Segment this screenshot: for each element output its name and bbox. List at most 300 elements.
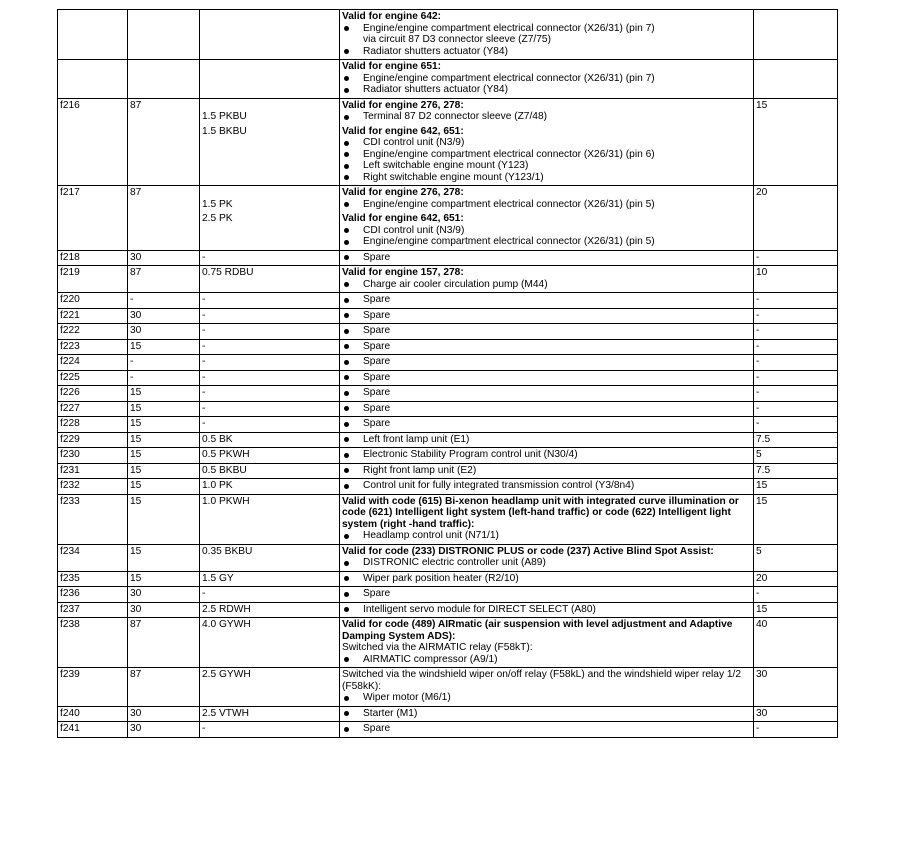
fuse-number-cell: f218	[58, 250, 128, 266]
fuse-rating-cell: 20	[754, 571, 838, 587]
table-row	[58, 479, 838, 495]
table-row	[58, 60, 838, 99]
fuse-number-cell: f226	[58, 386, 128, 402]
consumer-item: Engine/engine compartment electrical connector (X26/31) (pin 7)	[342, 73, 751, 85]
wire-size-color: 2.5 GYWH	[202, 669, 251, 680]
validity-group	[342, 356, 751, 368]
wire-cell	[200, 339, 340, 355]
wire-cell	[200, 250, 340, 266]
wire-cell	[200, 386, 340, 402]
consumer-list	[342, 23, 751, 58]
wire-size-color: -	[202, 371, 206, 383]
validity-group	[342, 387, 751, 399]
terminal-cell: 87	[128, 668, 200, 707]
consumer-description-cell	[340, 432, 754, 448]
consumer-list	[342, 341, 751, 353]
terminal-cell: 30	[128, 587, 200, 603]
terminal-cell: 15	[128, 463, 200, 479]
validity-heading: Valid for engine 642, 651:	[342, 125, 464, 137]
wire-cell	[200, 618, 340, 668]
fuse-rating-cell: -	[754, 339, 838, 355]
consumer-description-cell	[340, 544, 754, 571]
consumer-list	[342, 465, 751, 477]
switching-note: Switched via the AIRMATIC relay (F58kT):	[342, 642, 533, 653]
table-row	[58, 355, 838, 371]
wire-size-color: -	[202, 418, 206, 429]
wire-size-color: 0.75 RDBU	[202, 267, 254, 278]
consumer-item: DISTRONIC electric controller unit (A89)	[342, 557, 751, 569]
terminal-cell: -	[128, 355, 200, 371]
validity-group	[342, 310, 751, 322]
consumer-description-cell	[340, 250, 754, 266]
fuse-rating-cell: -	[754, 587, 838, 603]
consumer-item: Spare	[342, 403, 751, 415]
consumer-list	[342, 654, 751, 666]
validity-group	[342, 708, 751, 720]
consumer-list	[342, 530, 751, 542]
consumer-list	[342, 225, 751, 248]
table-row	[58, 98, 838, 186]
terminal-cell: 30	[128, 706, 200, 722]
validity-heading: Valid for engine 276, 278:	[342, 99, 464, 111]
wire-size-color: 2.5 VTWH	[202, 707, 249, 719]
fuse-rating-cell: 15	[754, 479, 838, 495]
terminal-cell: 87	[128, 266, 200, 293]
wire-cell	[200, 10, 340, 60]
fuse-number-cell: f220	[58, 293, 128, 309]
fuse-number-cell: f222	[58, 324, 128, 340]
terminal-cell: 87	[128, 618, 200, 668]
wire-size-color: 1.5 GY	[202, 572, 234, 584]
consumer-list	[342, 588, 751, 600]
consumer-item: Spare	[342, 723, 751, 735]
table-row	[58, 339, 838, 355]
wire-cell	[200, 308, 340, 324]
fuse-number-cell: f237	[58, 602, 128, 618]
fuse-rating-cell: -	[754, 250, 838, 266]
consumer-item: Wiper motor (M6/1)	[342, 692, 751, 704]
consumer-description-cell	[340, 494, 754, 544]
consumer-list	[342, 252, 751, 264]
validity-group	[342, 434, 751, 446]
consumer-list	[342, 403, 751, 415]
wire-cell	[200, 463, 340, 479]
terminal-cell: 15	[128, 448, 200, 464]
wire-cell	[200, 602, 340, 618]
table-row	[58, 587, 838, 603]
wire-size-color: 4.0 GYWH	[202, 619, 251, 630]
fuse-rating-cell: -	[754, 355, 838, 371]
wire-cell	[200, 98, 340, 186]
consumer-description-cell	[340, 186, 754, 251]
consumer-item: Engine/engine compartment electrical connector (X26/31) (pin 5)	[342, 236, 751, 248]
consumer-item: Radiator shutters actuator (Y84)	[342, 46, 751, 58]
consumer-list	[342, 480, 751, 492]
consumer-item: Spare	[342, 310, 751, 322]
validity-heading: Valid for engine 276, 278:	[342, 187, 464, 198]
fuse-rating-cell: 5	[754, 448, 838, 464]
fuse-rating-cell: 10	[754, 266, 838, 293]
fuse-rating-cell: -	[754, 722, 838, 738]
validity-group	[342, 372, 751, 384]
table-row	[58, 432, 838, 448]
consumer-description-cell	[340, 587, 754, 603]
fuse-number-cell: f235	[58, 571, 128, 587]
wire-cell	[200, 60, 340, 99]
validity-group	[342, 252, 751, 264]
consumer-list	[342, 73, 751, 96]
table-row	[58, 417, 838, 433]
consumer-item: Radiator shutters actuator (Y84)	[342, 84, 751, 96]
fuse-number-cell: f229	[58, 432, 128, 448]
consumer-item: Electronic Stability Program control unit (N30/4)	[342, 449, 751, 461]
consumer-list	[342, 294, 751, 306]
fuse-rating-cell: 30	[754, 668, 838, 707]
fuse-rating-cell: 7.5	[754, 463, 838, 479]
consumer-description-cell	[340, 401, 754, 417]
table-row	[58, 602, 838, 618]
fuse-number-cell: f224	[58, 355, 128, 371]
terminal-cell: 15	[128, 494, 200, 544]
validity-group	[342, 213, 751, 248]
wire-size-color: -	[202, 309, 206, 321]
consumer-item: Intelligent servo module for DIRECT SELECT (A80)	[342, 604, 751, 616]
consumer-description-cell	[340, 10, 754, 60]
terminal-cell: 30	[128, 602, 200, 618]
validity-group	[342, 496, 751, 542]
table-row	[58, 706, 838, 722]
consumer-item: Spare	[342, 341, 751, 353]
consumer-item: Starter (M1)	[342, 708, 751, 720]
terminal-cell: 87	[128, 98, 200, 186]
terminal-cell: 15	[128, 479, 200, 495]
validity-group	[342, 418, 751, 430]
fuse-rating-cell: -	[754, 308, 838, 324]
table-row	[58, 401, 838, 417]
fuse-number-cell: f221	[58, 308, 128, 324]
consumer-item: Spare	[342, 588, 751, 600]
wire-size-color: 2.5 RDWH	[202, 603, 251, 615]
wire-cell	[200, 668, 340, 707]
consumer-item: CDI control unit (N3/9)	[342, 137, 751, 149]
consumer-item: Charge air cooler circulation pump (M44)	[342, 279, 751, 291]
terminal-cell: 15	[128, 417, 200, 433]
fuse-number-cell: f239	[58, 668, 128, 707]
table-row	[58, 186, 838, 251]
wire-cell	[200, 722, 340, 738]
table-row	[58, 463, 838, 479]
consumer-item: Headlamp control unit (N71/1)	[342, 530, 751, 542]
switching-note: Switched via the windshield wiper on/off relay (F58kL) and the windshield wiper relay 1/2 (F58kK):	[342, 669, 742, 692]
consumer-item: Left switchable engine mount (Y123)	[342, 160, 751, 172]
validity-group	[342, 100, 751, 123]
validity-group	[342, 480, 751, 492]
consumer-list	[342, 708, 751, 720]
fuse-number-cell: f238	[58, 618, 128, 668]
consumer-list	[342, 111, 751, 123]
validity-group	[342, 267, 751, 290]
terminal-cell	[128, 60, 200, 99]
consumer-list	[342, 137, 751, 183]
wire-size-color: -	[202, 325, 206, 336]
terminal-cell: 15	[128, 339, 200, 355]
consumer-list	[342, 310, 751, 322]
consumer-item: Terminal 87 D2 connector sleeve (Z7/48)	[342, 111, 751, 123]
fuse-rating-cell: -	[754, 293, 838, 309]
validity-heading: Valid with code (615) Bi-xenon headlamp unit with integrated curve illumination or code (621) Intelligent light system (left-hand traffic) or code (622) Intelligent light system (right -hand traffic):	[342, 495, 739, 530]
validity-heading: Valid for code (489) AIRmatic (air suspension with level adjustment and Adaptive Damping System ADS):	[342, 619, 733, 642]
consumer-list	[342, 723, 751, 735]
terminal-cell: 30	[128, 722, 200, 738]
terminal-cell: -	[128, 293, 200, 309]
consumer-list	[342, 199, 751, 211]
validity-heading: Valid for engine 157, 278:	[342, 267, 464, 278]
wire-cell	[200, 370, 340, 386]
wire-cell	[200, 324, 340, 340]
table-row	[58, 494, 838, 544]
wire-cell	[200, 544, 340, 571]
wire-size-color: 0.5 BK	[202, 433, 233, 445]
fuse-allocation-sheet	[57, 9, 838, 738]
wire-cell	[200, 355, 340, 371]
validity-group	[342, 341, 751, 353]
consumer-item: CDI control unit (N3/9)	[342, 225, 751, 237]
consumer-description-cell	[340, 324, 754, 340]
wire-cell	[200, 479, 340, 495]
validity-group	[342, 325, 751, 337]
fuse-rating-cell: 20	[754, 186, 838, 251]
validity-group	[342, 126, 751, 184]
table-row	[58, 544, 838, 571]
consumer-description-cell	[340, 386, 754, 402]
wire-size-color	[202, 100, 337, 112]
table-row	[58, 293, 838, 309]
wire-size-color	[202, 187, 337, 199]
consumer-list	[342, 372, 751, 384]
wire-cell	[200, 494, 340, 544]
wire-cell	[200, 266, 340, 293]
fuse-rating-cell: 15	[754, 494, 838, 544]
table-row	[58, 266, 838, 293]
wire-cell	[200, 571, 340, 587]
consumer-description-cell	[340, 266, 754, 293]
consumer-list	[342, 434, 751, 446]
consumer-item: Right switchable engine mount (Y123/1)	[342, 172, 751, 184]
table-row	[58, 448, 838, 464]
table-row	[58, 571, 838, 587]
fuse-rating-cell: 5	[754, 544, 838, 571]
fuse-rating-cell: 40	[754, 618, 838, 668]
wire-size-color: -	[202, 356, 206, 367]
fuse-rating-cell: -	[754, 417, 838, 433]
validity-group	[342, 449, 751, 461]
consumer-item: Engine/engine compartment electrical connector (X26/31) (pin 7) via circuit 87 D3 connector sleeve (Z7/75)	[342, 23, 751, 46]
wire-size-color: -	[202, 588, 206, 599]
consumer-description-cell	[340, 293, 754, 309]
wire-size-color: -	[202, 294, 206, 305]
validity-group	[342, 187, 751, 210]
wire-size-color: -	[202, 340, 206, 352]
wire-cell	[200, 448, 340, 464]
wire-size-color: 1.0 PKWH	[202, 495, 250, 507]
validity-group	[342, 588, 751, 600]
consumer-list	[342, 449, 751, 461]
consumer-description-cell	[340, 417, 754, 433]
validity-group	[342, 573, 751, 585]
wire-cell	[200, 432, 340, 448]
terminal-cell: 30	[128, 250, 200, 266]
consumer-description-cell	[340, 98, 754, 186]
validity-heading: Valid for engine 651:	[342, 61, 442, 72]
fuse-number-cell	[58, 10, 128, 60]
validity-heading: Valid for code (233) DISTRONIC PLUS or code (237) Active Blind Spot Assist:	[342, 545, 714, 557]
terminal-cell	[128, 10, 200, 60]
consumer-list	[342, 692, 751, 704]
table-row	[58, 618, 838, 668]
fuse-number-cell	[58, 60, 128, 99]
wire-size-color: 0.5 PKWH	[202, 449, 250, 460]
wire-size-color: 2.5 PK	[202, 213, 233, 224]
terminal-cell: 15	[128, 544, 200, 571]
consumer-description-cell	[340, 602, 754, 618]
consumer-item: Spare	[342, 372, 751, 384]
wire-cell	[200, 186, 340, 251]
fuse-rating-cell: 15	[754, 602, 838, 618]
consumer-item: Spare	[342, 325, 751, 337]
wire-size-color: -	[202, 402, 206, 414]
consumer-list	[342, 573, 751, 585]
validity-heading: Valid for engine 642, 651:	[342, 213, 464, 224]
consumer-item: AIRMATIC compressor (A9/1)	[342, 654, 751, 666]
consumer-list	[342, 356, 751, 368]
terminal-cell: -	[128, 370, 200, 386]
terminal-cell: 15	[128, 432, 200, 448]
consumer-list	[342, 557, 751, 569]
terminal-cell: 15	[128, 401, 200, 417]
fuse-rating-cell: 7.5	[754, 432, 838, 448]
consumer-item: Left front lamp unit (E1)	[342, 434, 751, 446]
fuse-number-cell: f236	[58, 587, 128, 603]
wire-size-color: -	[202, 387, 206, 398]
terminal-cell: 30	[128, 308, 200, 324]
validity-group	[342, 604, 751, 616]
consumer-description-cell	[340, 60, 754, 99]
table-row	[58, 250, 838, 266]
fuse-number-cell: f223	[58, 339, 128, 355]
fuse-allocation-table	[57, 9, 838, 738]
fuse-number-cell: f217	[58, 186, 128, 251]
consumer-item: Spare	[342, 252, 751, 264]
fuse-number-cell: f232	[58, 479, 128, 495]
wire-cell	[200, 706, 340, 722]
table-row	[58, 722, 838, 738]
consumer-description-cell	[340, 308, 754, 324]
fuse-number-cell: f241	[58, 722, 128, 738]
fuse-table-body	[58, 10, 838, 738]
validity-group	[342, 11, 751, 57]
consumer-list	[342, 387, 751, 399]
consumer-item: Spare	[342, 294, 751, 306]
wire-size-color: -	[202, 723, 206, 734]
validity-group	[342, 669, 751, 704]
wire-size-color: -	[202, 251, 206, 263]
fuse-rating-cell: -	[754, 401, 838, 417]
wire-size-color: 0.35 BKBU	[202, 545, 253, 557]
table-row	[58, 386, 838, 402]
consumer-description-cell	[340, 706, 754, 722]
table-row	[58, 668, 838, 707]
wire-cell	[200, 401, 340, 417]
consumer-description-cell	[340, 355, 754, 371]
validity-group	[342, 546, 751, 569]
consumer-item: Spare	[342, 356, 751, 368]
table-row	[58, 370, 838, 386]
wire-size-color: 1.0 PK	[202, 480, 233, 491]
consumer-item: Right front lamp unit (E2)	[342, 465, 751, 477]
table-row	[58, 324, 838, 340]
consumer-item: Engine/engine compartment electrical connector (X26/31) (pin 5)	[342, 199, 751, 211]
consumer-description-cell	[340, 722, 754, 738]
fuse-number-cell: f233	[58, 494, 128, 544]
consumer-description-cell	[340, 618, 754, 668]
fuse-number-cell: f234	[58, 544, 128, 571]
terminal-cell: 87	[128, 186, 200, 251]
wire-cell	[200, 293, 340, 309]
consumer-description-cell	[340, 370, 754, 386]
validity-group	[342, 61, 751, 96]
consumer-description-cell	[340, 448, 754, 464]
wire-cell	[200, 417, 340, 433]
wire-size-color: 1.5 PKBU	[202, 111, 247, 122]
consumer-description-cell	[340, 571, 754, 587]
validity-group	[342, 465, 751, 477]
fuse-number-cell: f219	[58, 266, 128, 293]
fuse-number-cell: f231	[58, 463, 128, 479]
fuse-rating-cell: 30	[754, 706, 838, 722]
fuse-number-cell: f227	[58, 401, 128, 417]
consumer-list	[342, 325, 751, 337]
consumer-item: Engine/engine compartment electrical connector (X26/31) (pin 6)	[342, 149, 751, 161]
consumer-item: Wiper park position heater (R2/10)	[342, 573, 751, 585]
validity-group	[342, 294, 751, 306]
fuse-rating-cell	[754, 10, 838, 60]
consumer-item: Spare	[342, 418, 751, 430]
table-row	[58, 10, 838, 60]
fuse-rating-cell	[754, 60, 838, 99]
consumer-list	[342, 418, 751, 430]
validity-group	[342, 403, 751, 415]
validity-group	[342, 723, 751, 735]
validity-group	[342, 619, 751, 665]
fuse-number-cell: f230	[58, 448, 128, 464]
fuse-number-cell: f225	[58, 370, 128, 386]
fuse-rating-cell: 15	[754, 98, 838, 186]
terminal-cell: 15	[128, 386, 200, 402]
consumer-description-cell	[340, 339, 754, 355]
table-row	[58, 308, 838, 324]
validity-heading: Valid for engine 642:	[342, 11, 442, 22]
consumer-item: Spare	[342, 387, 751, 399]
fuse-rating-cell: -	[754, 324, 838, 340]
fuse-number-cell: f216	[58, 98, 128, 186]
wire-cell	[200, 587, 340, 603]
consumer-list	[342, 279, 751, 291]
terminal-cell: 15	[128, 571, 200, 587]
wire-size-color: 0.5 BKBU	[202, 464, 247, 476]
fuse-number-cell: f240	[58, 706, 128, 722]
consumer-item: Control unit for fully integrated transmission control (Y3/8n4)	[342, 480, 751, 492]
terminal-cell: 30	[128, 324, 200, 340]
